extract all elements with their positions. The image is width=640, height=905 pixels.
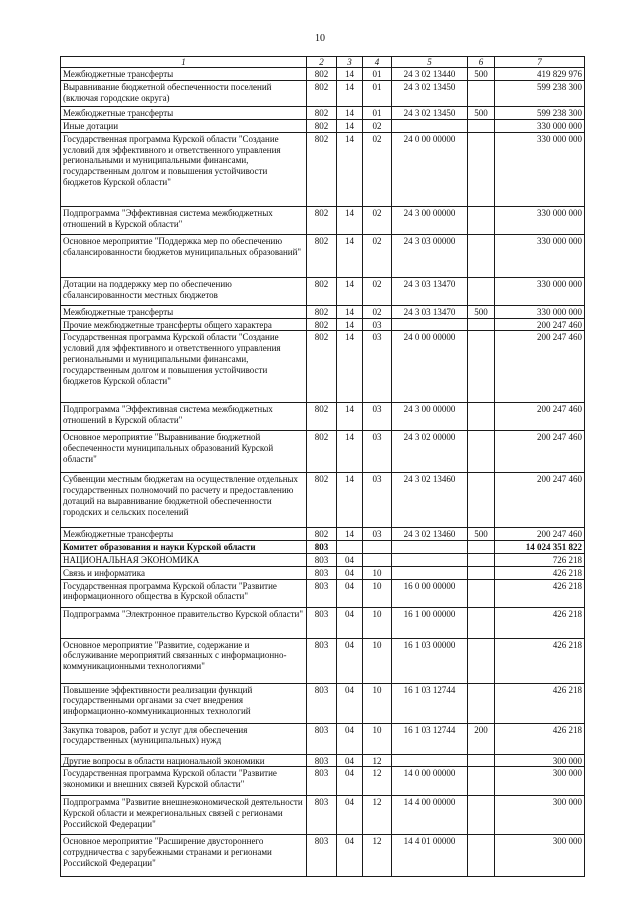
page-number: 10 [315,33,325,44]
amount-cell: 330 000 000 [495,206,585,234]
amount-cell: 599 238 300 [495,106,585,119]
target-article-cell: 16 1 00 00000 [392,607,468,638]
target-article-cell: 16 1 03 00000 [392,638,468,683]
subsection-code-cell [363,553,392,566]
section-code-cell: 04 [337,767,363,796]
column-number-1: 1 [61,57,307,68]
expense-type-cell [468,234,495,277]
target-article-cell: 24 3 03 13470 [392,305,468,318]
department-code-cell: 803 [307,796,337,835]
column-number-7: 7 [495,57,585,68]
amount-cell: 330 000 000 [495,305,585,318]
item-name-cell: Основное мероприятие "Развитие, содержание и обслуживание мероприятий связанных с информационно-коммуникационными технологиями" [61,638,307,683]
amount-cell: 200 247 460 [495,528,585,541]
table-row [61,553,585,566]
expense-type-cell [468,403,495,431]
subsection-code-cell: 02 [363,234,392,277]
table-row [61,579,585,607]
amount-cell: 419 829 976 [495,68,585,81]
section-code-cell: 14 [337,119,363,132]
amount-cell: 426 218 [495,638,585,683]
department-code-cell: 802 [307,277,337,305]
section-code-cell: 14 [337,206,363,234]
expense-type-cell [468,318,495,331]
item-name-cell: Подпрограмма "Эффективная система межбюджетных отношений в Курской области" [61,206,307,234]
subsection-code-cell: 10 [363,579,392,607]
expense-type-cell [468,473,495,528]
item-name-cell: Государственная программа Курской области "Развитие экономики и внешних связей Курской области" [61,767,307,796]
subsection-code-cell: 02 [363,305,392,318]
target-article-cell [392,318,468,331]
table-row [61,566,585,579]
subsection-code-cell: 03 [363,528,392,541]
table-row [61,206,585,234]
expense-type-cell: 500 [468,68,495,81]
section-code-cell: 04 [337,835,363,877]
section-code-cell: 04 [337,754,363,767]
department-code-cell: 802 [307,403,337,431]
item-name-cell: Межбюджетные трансферты [61,106,307,119]
expense-type-cell [468,132,495,206]
department-code-cell: 803 [307,579,337,607]
table-row [61,723,585,754]
expense-type-cell [468,80,495,106]
department-code-cell: 802 [307,318,337,331]
table-row [61,683,585,723]
section-code-cell: 14 [337,68,363,81]
table-row [61,80,585,106]
expense-type-cell [468,277,495,305]
column-number-3: 3 [337,57,363,68]
table-row [61,541,585,554]
budget-table-body [61,68,585,877]
section-code-cell: 14 [337,277,363,305]
table-row [61,234,585,277]
expense-type-cell [468,206,495,234]
item-name-cell: Субвенции местным бюджетам на осуществление отдельных государственных полномочий по расчету и предоставлению дотаций на выравнивание бюджетной обеспеченности городских и сельских поселений [61,473,307,528]
department-code-cell: 803 [307,566,337,579]
column-number-5: 5 [392,57,468,68]
item-name-cell: Закупка товаров, работ и услуг для обеспечения государственных (муниципальных) нужд [61,723,307,754]
target-article-cell: 16 1 03 12744 [392,683,468,723]
item-name-cell: Основное мероприятие "Расширение двустороннего сотрудничества с зарубежными странами и регионами Российской Федерации" [61,835,307,877]
expense-type-cell [468,119,495,132]
item-name-cell: Межбюджетные трансферты [61,305,307,318]
expense-type-cell [468,431,495,473]
section-code-cell: 04 [337,723,363,754]
table-row [61,835,585,877]
department-code-cell: 803 [307,553,337,566]
department-code-cell: 803 [307,754,337,767]
subsection-code-cell: 02 [363,119,392,132]
subsection-code-cell: 10 [363,607,392,638]
table-row [61,638,585,683]
subsection-code-cell: 03 [363,431,392,473]
table-row [61,403,585,431]
expense-type-cell [468,566,495,579]
department-code-cell: 803 [307,835,337,877]
section-code-cell: 04 [337,579,363,607]
target-article-cell: 24 3 00 00000 [392,206,468,234]
section-code-cell: 14 [337,318,363,331]
item-name-cell: Связь и информатика [61,566,307,579]
section-code-cell: 14 [337,106,363,119]
item-name-cell: Дотации на поддержку мер по обеспечению сбалансированности местных бюджетов [61,277,307,305]
department-code-cell: 802 [307,528,337,541]
item-name-cell: Государственная программа Курской области "Развитие информационного общества в Курской области" [61,579,307,607]
item-name-cell: Основное мероприятие "Поддержка мер по обеспечению сбалансированности бюджетов муниципальных образований" [61,234,307,277]
amount-cell: 426 218 [495,723,585,754]
amount-cell: 200 247 460 [495,331,585,403]
subsection-code-cell: 10 [363,638,392,683]
section-code-cell: 14 [337,132,363,206]
department-code-cell: 802 [307,106,337,119]
table-row [61,331,585,403]
expense-type-cell [468,331,495,403]
table-row [61,106,585,119]
amount-cell: 300 000 [495,796,585,835]
target-article-cell: 24 3 03 00000 [392,234,468,277]
department-code-cell: 802 [307,473,337,528]
target-article-cell [392,541,468,554]
item-name-cell: Выравнивание бюджетной обеспеченности поселений (включая городские округа) [61,80,307,106]
item-name-cell: Прочие межбюджетные трансферты общего характера [61,318,307,331]
subsection-code-cell: 03 [363,473,392,528]
department-code-cell: 803 [307,607,337,638]
department-code-cell: 803 [307,541,337,554]
target-article-cell [392,119,468,132]
table-header [61,57,585,68]
amount-cell: 200 247 460 [495,403,585,431]
expense-type-cell: 500 [468,106,495,119]
department-code-cell: 802 [307,119,337,132]
section-code-cell: 14 [337,403,363,431]
target-article-cell: 24 3 02 13460 [392,473,468,528]
expense-type-cell [468,683,495,723]
amount-cell: 599 238 300 [495,80,585,106]
amount-cell: 426 218 [495,683,585,723]
subsection-code-cell: 03 [363,318,392,331]
table-row [61,754,585,767]
department-code-cell: 802 [307,331,337,403]
section-code-cell: 14 [337,305,363,318]
item-name-cell: Подпрограмма "Развитие внешнеэкономической деятельности Курской области и межрегиональных связей с регионами Российской Федерации" [61,796,307,835]
table-row [61,119,585,132]
section-code-cell: 04 [337,553,363,566]
item-name-cell: Межбюджетные трансферты [61,68,307,81]
amount-cell: 300 000 [495,767,585,796]
department-code-cell: 802 [307,132,337,206]
department-code-cell: 802 [307,431,337,473]
target-article-cell: 24 0 00 00000 [392,132,468,206]
column-number-2: 2 [307,57,337,68]
item-name-cell: Повышение эффективности реализации функций государственными органами за счет внедрения информационно-коммуникационных технологий [61,683,307,723]
section-code-cell: 14 [337,331,363,403]
department-code-cell: 802 [307,68,337,81]
subsection-code-cell: 01 [363,106,392,119]
subsection-code-cell: 10 [363,683,392,723]
amount-cell: 14 024 351 822 [495,541,585,554]
item-name-cell: Государственная программа Курской области "Создание условий для эффективного и ответственного управления региональными и муниципальными финансами, государственным долгом и повышения устойчивости бюджетов Курской области" [61,331,307,403]
expense-type-cell [468,579,495,607]
table-row [61,68,585,81]
target-article-cell: 14 4 00 00000 [392,796,468,835]
section-code-cell: 04 [337,607,363,638]
amount-cell: 726 218 [495,553,585,566]
subsection-code-cell: 02 [363,132,392,206]
amount-cell: 330 000 000 [495,277,585,305]
section-code-cell: 14 [337,431,363,473]
expense-type-cell [468,541,495,554]
subsection-code-cell: 10 [363,566,392,579]
budget-table [60,56,585,877]
target-article-cell: 24 3 02 00000 [392,431,468,473]
section-code-cell: 04 [337,796,363,835]
amount-cell: 330 000 000 [495,119,585,132]
department-code-cell: 803 [307,683,337,723]
table-row [61,473,585,528]
amount-cell: 330 000 000 [495,234,585,277]
item-name-cell: НАЦИОНАЛЬНАЯ ЭКОНОМИКА [61,553,307,566]
section-code-cell: 04 [337,683,363,723]
department-code-cell: 803 [307,723,337,754]
expense-type-cell [468,767,495,796]
target-article-cell: 24 3 02 13450 [392,106,468,119]
expense-type-cell: 500 [468,305,495,318]
amount-cell: 200 247 460 [495,318,585,331]
expense-type-cell [468,607,495,638]
item-name-cell: Государственная программа Курской области "Создание условий для эффективного и ответственного управления региональными и муниципальными финансами, государственным долгом и повышения устойчивости бюджетов Курской области" [61,132,307,206]
table-row [61,305,585,318]
expense-type-cell [468,754,495,767]
item-name-cell: Комитет образования и науки Курской области [61,541,307,554]
target-article-cell [392,754,468,767]
subsection-code-cell: 01 [363,68,392,81]
section-code-cell: 04 [337,638,363,683]
expense-type-cell: 500 [468,528,495,541]
amount-cell: 200 247 460 [495,473,585,528]
department-code-cell: 802 [307,206,337,234]
column-number-4: 4 [363,57,392,68]
amount-cell: 300 000 [495,835,585,877]
amount-cell: 426 218 [495,566,585,579]
expense-type-cell [468,638,495,683]
table-row [61,767,585,796]
amount-cell: 300 000 [495,754,585,767]
subsection-code-cell: 02 [363,206,392,234]
table-row [61,431,585,473]
item-name-cell: Основное мероприятие "Выравнивание бюджетной обеспеченности муниципальных образований Курской области" [61,431,307,473]
section-code-cell: 04 [337,566,363,579]
target-article-cell [392,566,468,579]
item-name-cell: Подпрограмма "Электронное правительство Курской области" [61,607,307,638]
subsection-code-cell: 03 [363,403,392,431]
expense-type-cell: 200 [468,723,495,754]
target-article-cell: 24 3 03 13470 [392,277,468,305]
expense-type-cell [468,553,495,566]
table-row [61,277,585,305]
target-article-cell: 24 0 00 00000 [392,331,468,403]
section-code-cell [337,541,363,554]
target-article-cell: 24 3 02 13440 [392,68,468,81]
amount-cell: 426 218 [495,607,585,638]
item-name-cell: Подпрограмма "Эффективная система межбюджетных отношений в Курской области" [61,403,307,431]
target-article-cell: 14 0 00 00000 [392,767,468,796]
target-article-cell: 24 3 02 13450 [392,80,468,106]
expense-type-cell [468,796,495,835]
department-code-cell: 803 [307,767,337,796]
item-name-cell: Иные дотации [61,119,307,132]
column-number-6: 6 [468,57,495,68]
table-row [61,607,585,638]
subsection-code-cell: 12 [363,754,392,767]
section-code-cell: 14 [337,528,363,541]
target-article-cell [392,553,468,566]
target-article-cell: 14 4 01 00000 [392,835,468,877]
department-code-cell: 802 [307,234,337,277]
target-article-cell: 16 1 03 12744 [392,723,468,754]
target-article-cell: 24 3 00 00000 [392,403,468,431]
item-name-cell: Другие вопросы в области национальной экономики [61,754,307,767]
target-article-cell: 24 3 02 13460 [392,528,468,541]
target-article-cell: 16 0 00 00000 [392,579,468,607]
expense-type-cell [468,835,495,877]
subsection-code-cell: 12 [363,835,392,877]
department-code-cell: 803 [307,638,337,683]
table-row [61,132,585,206]
subsection-code-cell [363,541,392,554]
amount-cell: 200 247 460 [495,431,585,473]
subsection-code-cell: 03 [363,331,392,403]
subsection-code-cell: 02 [363,277,392,305]
table-row [61,318,585,331]
header-row [61,57,585,68]
amount-cell: 330 000 000 [495,132,585,206]
department-code-cell: 802 [307,80,337,106]
table-row [61,528,585,541]
item-name-cell: Межбюджетные трансферты [61,528,307,541]
amount-cell: 426 218 [495,579,585,607]
table-row [61,796,585,835]
subsection-code-cell: 01 [363,80,392,106]
section-code-cell: 14 [337,473,363,528]
subsection-code-cell: 12 [363,767,392,796]
subsection-code-cell: 10 [363,723,392,754]
subsection-code-cell: 12 [363,796,392,835]
section-code-cell: 14 [337,234,363,277]
department-code-cell: 802 [307,305,337,318]
section-code-cell: 14 [337,80,363,106]
